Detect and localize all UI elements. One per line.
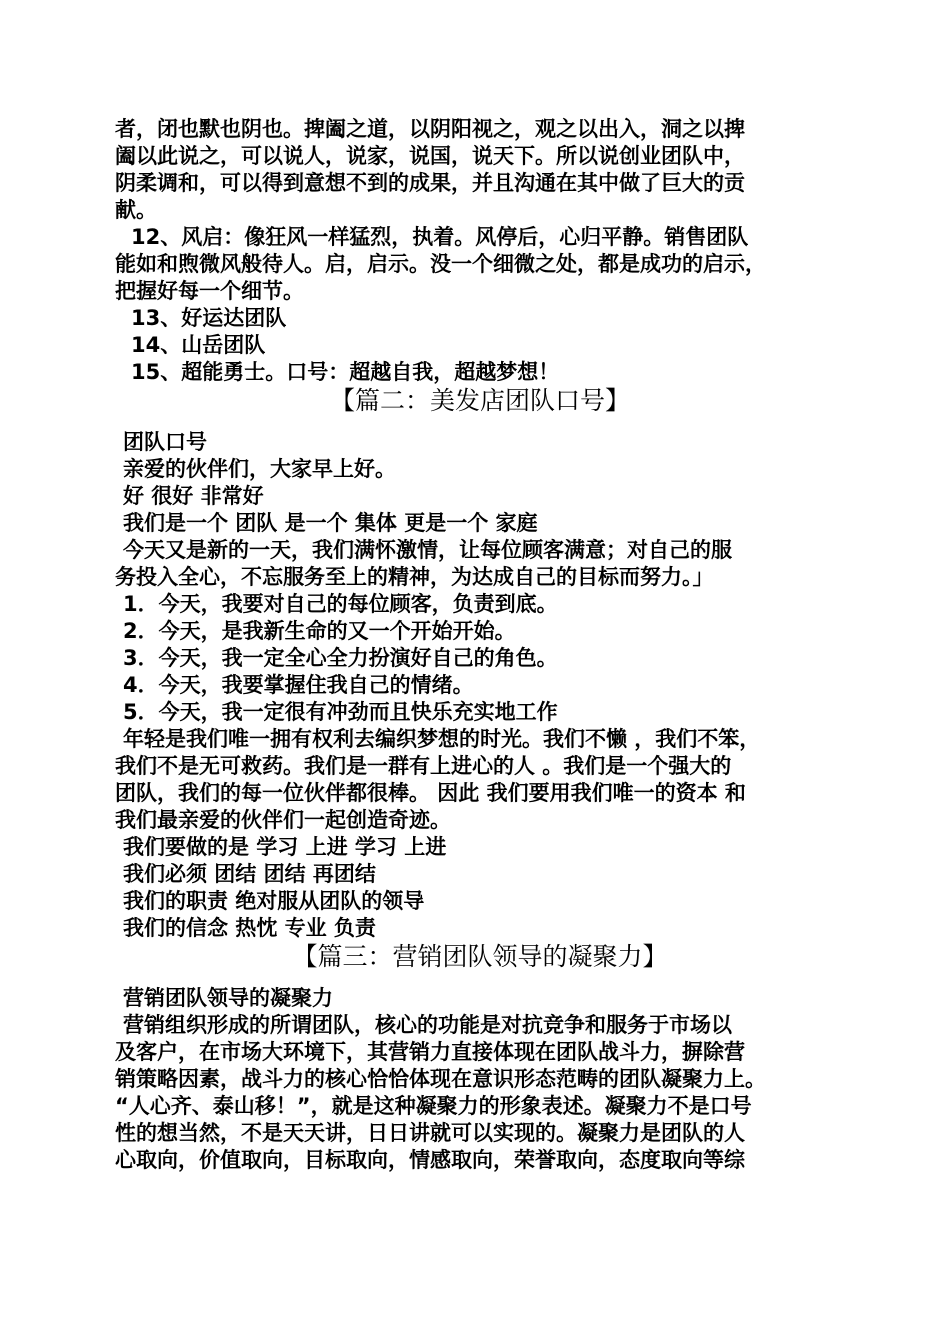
- text-line: 把握好每一个细节。: [115, 279, 304, 303]
- text-line: 献。: [115, 198, 157, 222]
- text-line: 亲爱的伙伴们，大家早上好。: [123, 457, 396, 481]
- section-title: 营销团队领导的凝聚力: [123, 986, 333, 1010]
- text-line: 能如和煦微风般待人。启，启示。没一个细微之处，都是成功的启示，: [115, 252, 766, 276]
- text-line: 我们最亲爱的伙伴们一起创造奇迹。: [115, 808, 451, 832]
- list-item: 2．今天，是我新生命的又一个开始开始。: [123, 619, 516, 643]
- list-item-14: 14、山岳团队: [131, 333, 266, 357]
- text-line: 及客户，在市场大环境下，其营销力直接体现在团队战斗力，摒除营: [115, 1040, 745, 1064]
- text-line: 我们的信念 热忱 专业 负责: [123, 916, 376, 940]
- text-line: 团队，我们的每一位伙伴都很棒。 因此 我们要用我们唯一的资本 和: [115, 781, 746, 805]
- text-line: 务投入全心，不忘服务至上的精神，为达成自己的目标而努力。」: [115, 565, 714, 589]
- list-item-13: 13、好运达团队: [131, 306, 287, 330]
- text-line: 今天又是新的一天，我们满怀激情，让每位顾客满意；对自己的服: [123, 538, 732, 562]
- list-item: 5．今天，我一定很有冲劲而且快乐充实地工作: [123, 700, 558, 724]
- text-line: 销策略因素，战斗力的核心恰恰体现在意识形态范畴的团队凝聚力上。: [115, 1067, 766, 1091]
- text-line: 我们必须 团结 团结 再团结: [123, 862, 376, 886]
- text-line: 阴柔调和，可以得到意想不到的成果，并且沟通在其中做了巨大的贡: [115, 171, 745, 195]
- text-line: 我们要做的是 学习 上进 学习 上进: [123, 835, 447, 859]
- list-item-12: 12、风启：像狂风一样猛烈，执着。风停后，心归平静。销售团队: [131, 225, 749, 249]
- text-line: 我们不是无可救药。我们是一群有上进心的人 。我们是一个强大的: [115, 754, 732, 778]
- list-item: 3．今天，我一定全心全力扮演好自己的角色。: [123, 646, 558, 670]
- section-title: 团队口号: [123, 430, 207, 454]
- text-line: “人心齐、泰山移！”，就是这种凝聚力的形象表述。凝聚力不是口号: [115, 1094, 752, 1118]
- text-line: 心取向，价值取向，目标取向，情感取向，荣誉取向，态度取向等综: [115, 1148, 745, 1172]
- text-line: 我们是一个 团队 是一个 集体 更是一个 家庭: [123, 511, 538, 535]
- text-line: 者，闭也默也阴也。捭阖之道，以阴阳视之，观之以出入，洞之以捭: [115, 117, 745, 141]
- document-page: [115, 116, 845, 1174]
- list-item-15: 15、超能勇士。口号：超越自我，超越梦想！: [131, 360, 560, 384]
- text-line: 好 很好 非常好: [123, 484, 264, 508]
- text-line: 性的想当然，不是天天讲，日日讲就可以实现的。凝聚力是团队的人: [115, 1121, 745, 1145]
- section-heading-3: 【篇三：营销团队领导的凝聚力】: [292, 942, 668, 971]
- text-line: 营销组织形成的所谓团队，核心的功能是对抗竞争和服务于市场以: [123, 1013, 732, 1037]
- section-heading-2: 【篇二：美发店团队口号】: [329, 386, 630, 415]
- text-line: 我们的职责 绝对服从团队的领导: [123, 889, 425, 913]
- text-line: 阖以此说之，可以说人，说家，说国，说天下。所以说创业团队中，: [115, 144, 745, 168]
- list-item: 1．今天，我要对自己的每位顾客，负责到底。: [123, 592, 558, 616]
- text-line: 年轻是我们唯一拥有权利去编织梦想的时光。我们不懒 ，我们不笨，: [123, 727, 761, 751]
- list-item: 4．今天，我要掌握住我自己的情绪。: [123, 673, 474, 697]
